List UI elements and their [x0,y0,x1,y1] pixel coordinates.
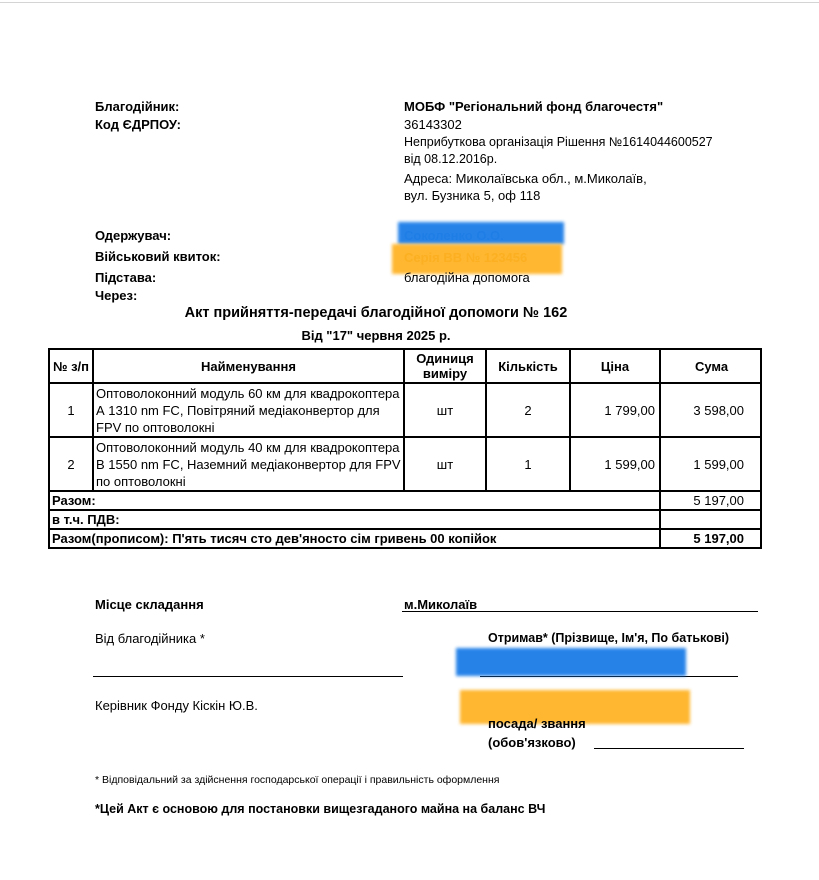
donor-name: МОБФ "Регіональний фонд благочестя" [404,99,664,114]
nonprofit-line-2: від 08.12.2016р. [404,152,498,166]
row-unit: шт [404,437,486,491]
words-label: Разом(прописом): П'ять тисяч сто дев'яносто сім гривень 00 копійок [49,529,660,548]
recipient-label: Одержувач: [95,228,172,243]
basis-value: благодійна допомога [404,270,530,285]
via-label: Через: [95,288,138,303]
place-value: м.Миколаїв [404,597,478,612]
header-unit: Одиниця виміру [404,349,486,383]
vat-label: в т.ч. ПДВ: [49,510,660,529]
header-name: Найменування [93,349,404,383]
row-qty: 2 [486,383,570,437]
place-label: Місце складання [95,597,204,612]
edrpou-label: Код ЄДРПОУ: [95,117,181,132]
row-name: Оптоволоконний модуль 60 км для квадрокоптера А 1310 nm FC, Повітряний медіаконвертор для FPV по оптоволокні [93,383,404,437]
donor-signature-line [93,676,403,677]
place-line [402,611,758,612]
act-title: Акт прийняття-передачі благодійної допомоги № 162 [184,305,568,321]
table-row [49,437,761,491]
donor-label: Благодійник: [95,99,180,114]
table-row [49,383,761,437]
row-price: 1 799,00 [570,383,660,437]
row-sum: 1 599,00 [660,437,761,491]
row-unit: шт [404,383,486,437]
total-row [49,491,761,510]
address-line-2: вул. Бузника 5, оф 118 [404,188,541,203]
nonprofit-line-1: Неприбуткова організація Рішення №1614044600527 [404,135,713,149]
total-label: Разом: [49,491,660,510]
words-row [49,529,761,548]
act-date: Від "17" червня 2025 р. [301,328,451,343]
vat-value [660,510,761,529]
received-label: Отримав* (Прізвище, Ім'я, По батькові) [488,631,730,645]
page-top-border [0,2,819,3]
total-value: 5 197,00 [660,491,761,510]
basis-label: Підстава: [95,270,157,285]
row-num: 1 [49,383,93,437]
head-signature: Керівник Фонду Кіскін Ю.В. [95,698,258,713]
address-line-1: Адреса: Миколаївська обл., м.Миколаїв, [404,171,647,186]
receiver-name-line [480,676,738,677]
from-donor-label: Від благодійника * [95,631,205,646]
row-sum: 3 598,00 [660,383,761,437]
row-num: 2 [49,437,93,491]
responsible-note: * Відповідальний за здійснення господарської операції і правильність оформлення [95,774,500,786]
balance-note: *Цей Акт є основою для постановки вищезгаданого майна на баланс ВЧ [95,802,546,816]
row-name: Оптоволоконний модуль 40 км для квадрокоптера В 1550 nm FC, Наземний медіаконвертор для FPV по оптоволокні [93,437,404,491]
row-price: 1 599,00 [570,437,660,491]
header-price: Ціна [570,349,660,383]
words-value: 5 197,00 [660,529,761,548]
recipient-redaction [398,222,564,244]
mandatory-line [594,748,744,749]
position-label: посада/ звання [488,716,586,731]
mandatory-label: (обов'язково) [488,735,576,750]
header-num: № з/п [49,349,93,383]
header-qty: Кількість [486,349,570,383]
row-qty: 1 [486,437,570,491]
header-sum: Сума [660,349,761,383]
items-table [48,348,762,549]
table-header-row [49,349,761,383]
edrpou-value: 36143302 [404,117,462,132]
military-id-label: Військовий квиток: [95,249,221,264]
vat-row [49,510,761,529]
receiver-name-redaction [456,648,686,676]
